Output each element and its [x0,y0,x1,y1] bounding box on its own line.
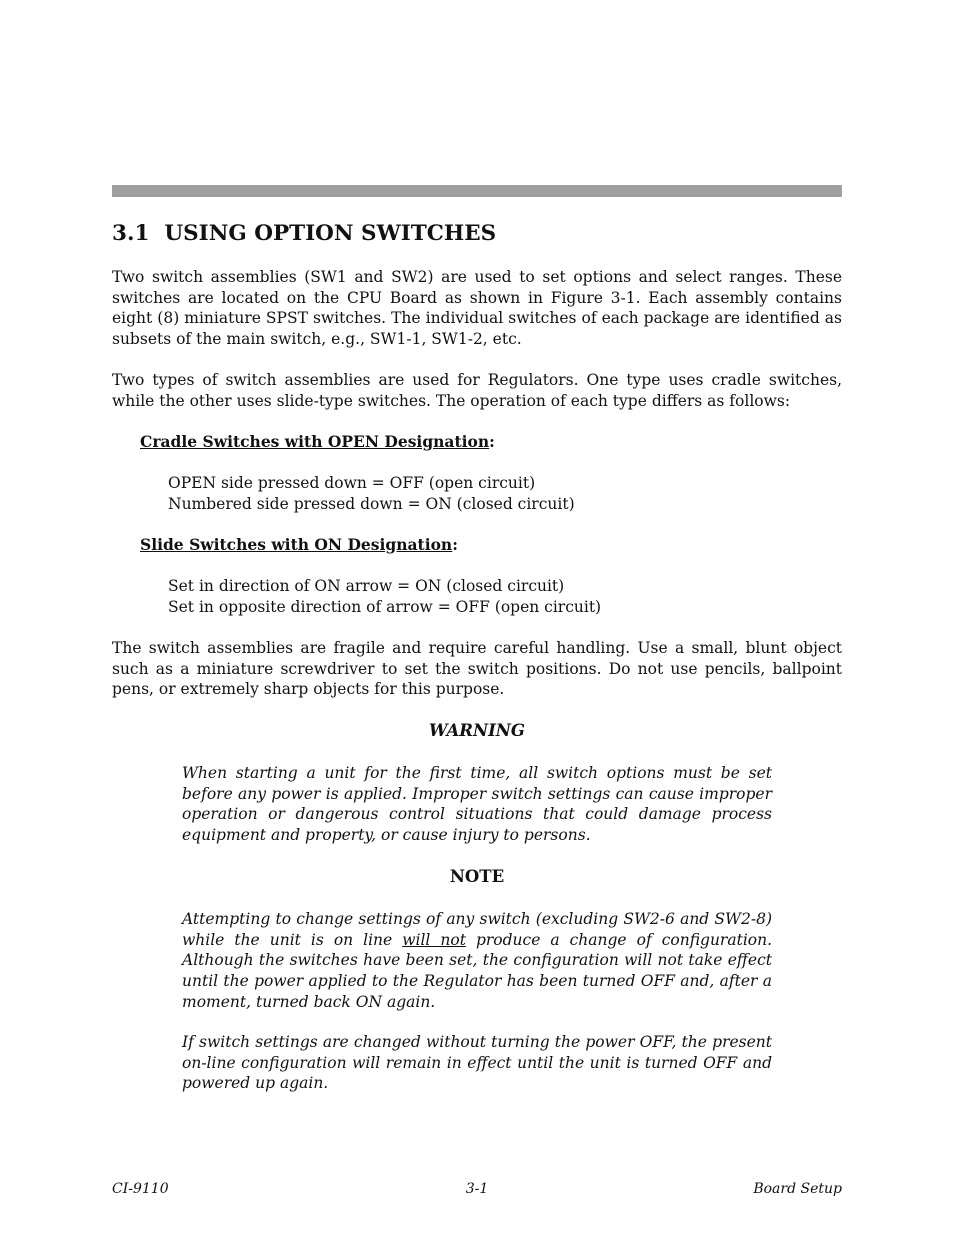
cradle-open-line: OPEN side pressed down = OFF (open circuit) [168,474,536,492]
footer-doc-number: CI-9110 [112,1181,169,1197]
warning-title: WARNING [429,721,525,740]
footer-section-name: Board Setup [753,1181,842,1197]
section-title: USING OPTION SWITCHES [164,221,497,246]
footer-page-number: 3-1 [465,1181,489,1197]
warning-text: When starting a unit for the first time, all switch options must be set before any power is applied. Improper switch settings can cause improper operation or dangerous control situations that could damage process equipment and property, or cause injury to persons. [182,764,772,845]
note-text-2: If switch settings are changed without turning the power OFF, the present on-line configuration will remain in effect until the unit is turned OFF and powered up again. [182,1033,772,1093]
slide-switches-heading [140,535,458,556]
cradle-switches-heading [140,432,495,453]
section-number: 3.1 [112,221,150,246]
slide-switches-heading-text: Slide Switches with ON Designation [140,535,453,554]
cradle-numbered-line: Numbered side pressed down = ON (closed circuit) [168,495,575,513]
cradle-switches-heading-text: Cradle Switches with OPEN Designation [140,432,490,451]
note-text-1 [182,909,772,1013]
intro-paragraph: Two switch assemblies (SW1 and SW2) are used to set options and select ranges. These switches are located on the CPU Board as shown in Figure 3-1. Each assembly contains eight (8) miniature SPST switches. The individual switches of each package are identified as subsets of the main switch, e.g., SW1-1, SW1-2, etc. [112,268,842,349]
slide-on-line: Set in direction of ON arrow = ON (closed circuit) [168,577,565,595]
note-text-1-end: produce a change of configuration. Although the switches have been set, the configuration will not take effect until the power applied to the Regulator has been turned OFF and, after a moment, turned back ON again. [182,930,773,1011]
section-divider-bar [112,185,842,197]
handling-paragraph: The switch assemblies are fragile and require careful handling. Use a small, blunt object such as a miniature screwdriver to set the switch positions. Do not use pencils, ballpoint pens, or extremely sharp objects for this purpose. [112,639,842,699]
cradle-heading-colon: : [489,432,495,451]
slide-heading-colon: : [452,535,458,554]
note-text-1-start: Attempting to change settings of any switch (excluding SW2-6 and SW2-8) while the unit is on line [182,910,772,949]
note-title: NOTE [449,867,505,886]
note-emphasis: will not [402,930,466,949]
switch-types-paragraph: Two types of switch assemblies are used for Regulators. One type uses cradle switches, while the other uses slide-type switches. The operation of each type differs as follows: [112,371,842,410]
slide-off-line: Set in opposite direction of arrow = OFF (open circuit) [168,598,602,616]
section-heading [112,220,842,248]
